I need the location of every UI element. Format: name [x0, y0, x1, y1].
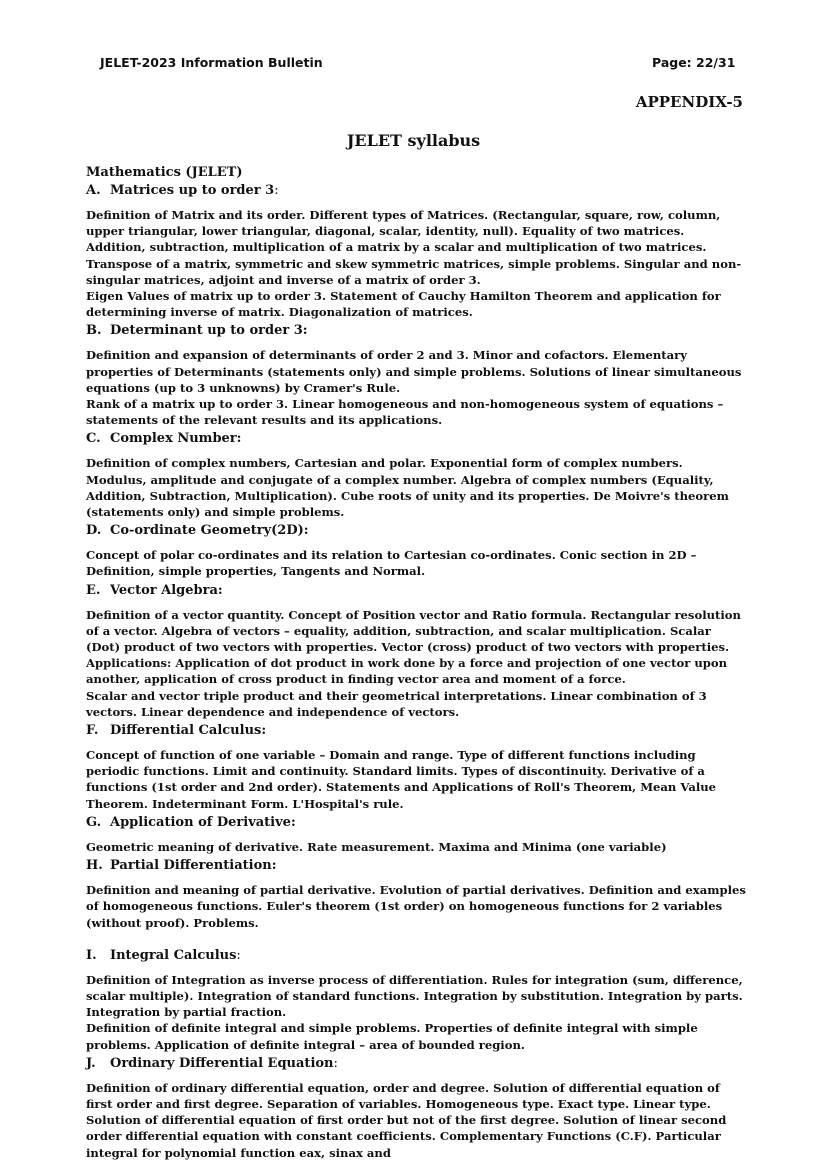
- section-paragraph: Eigen Values of matrix up to order 3. Statement of Cauchy Hamilton Theorem and application for determining inverse of matrix. Diagonalization of matrices.: [86, 289, 721, 320]
- appendix-label: APPENDIX-5: [635, 93, 743, 111]
- section-title: Integral Calculus: [110, 947, 237, 963]
- section-paragraph: Definition of definite integral and simple problems. Properties of definite integral with simple problems. Application of definite integral – area of bounded region.: [86, 1021, 698, 1052]
- section-colon: :: [333, 1055, 338, 1071]
- section-letter: G.: [86, 814, 102, 830]
- section-differential-calculus: [86, 722, 746, 812]
- section-letter: J.: [86, 1055, 96, 1071]
- section-letter: E.: [86, 582, 101, 598]
- section-determinant: [86, 322, 746, 428]
- section-heading: [86, 322, 746, 340]
- section-title: Partial Differentiation:: [110, 858, 277, 874]
- section-letter: C.: [86, 431, 101, 447]
- section-heading: [86, 947, 746, 965]
- bulletin-header: JELET-2023 Information Bulletin: [100, 55, 323, 70]
- section-letter: F.: [86, 723, 99, 739]
- section-paragraph: Definition and expansion of determinants of order 2 and 3. Minor and cofactors. Elementary properties of Determinants (statements only) and simple problems. Solutions of linear simultaneous equations (up to 3 unknowns) by Cramer's Rule.: [86, 348, 742, 395]
- section-title: Vector Algebra:: [110, 582, 223, 598]
- section-paragraph: Definition and meaning of partial derivative. Evolution of partial derivatives. Definition and examples of homogeneous functions. Euler's theorem (1st order) on homogeneous functions for 2 variables (without proof). Problems.: [86, 883, 746, 930]
- section-paragraph: Scalar and vector triple product and their geometrical interpretations. Linear combination of 3 vectors. Linear dependence and independence of vectors.: [86, 688, 707, 719]
- section-paragraph: Geometric meaning of derivative. Rate measurement. Maxima and Minima (one variable): [86, 839, 667, 854]
- section-matrices: [86, 182, 746, 320]
- section-heading: [86, 814, 746, 832]
- section-coordinate-geometry: [86, 522, 746, 579]
- section-title: Co-ordinate Geometry(2D):: [110, 523, 309, 539]
- section-heading: [86, 430, 746, 448]
- page-title: JELET syllabus: [346, 131, 481, 150]
- section-letter: B.: [86, 323, 102, 339]
- section-title: Determinant up to order 3:: [110, 323, 308, 339]
- section-paragraph: Rank of a matrix up to order 3. Linear homogeneous and non-homogeneous system of equations – statements of the relevant results and its applications.: [86, 397, 724, 428]
- section-application-of-derivative: [86, 814, 746, 855]
- section-paragraph: Definition of complex numbers, Cartesian and polar. Exponential form of complex numbers. Modulus, amplitude and conjugate of a complex number. Algebra of complex numbers (Equality, Addition, Subtraction, Multiplication). Cube roots of unity and its properties. De Moivre's theorem (statements only) and simple problems.: [86, 456, 729, 520]
- section-paragraph: Definition of Integration as inverse process of differentiation. Rules for integration (sum, difference, scalar multiple). Integration of standard functions. Integration by substitution. Integration by parts. Integration by partial fraction.: [86, 972, 743, 1020]
- section-paragraph: Definition of Matrix and its order. Different types of Matrices. (Rectangular, square, row, column, upper triangular, lower triangular, diagonal, scalar, identity, null). Equality of two matrices. Addition, subtraction, multiplication of a matrix by a scalar and multiplication of two matrices. Transpose of a matrix, symmetric and skew symmetric matrices, simple problems. Singular and non-singular matrices, adjoint and inverse of a matrix of order 3.: [86, 208, 742, 287]
- syllabus-content: [86, 164, 746, 1163]
- section-letter: H.: [86, 858, 103, 874]
- section-title: Matrices up to order 3: [110, 183, 275, 198]
- section-colon: :: [236, 947, 241, 963]
- page-number: Page: 22/31: [652, 55, 736, 70]
- section-paragraph: Definition of ordinary differential equation, order and degree. Solution of differential equation of first order and first degree. Separation of variables. Homogeneous type. Exact type. Linear type. Solution of differential equation of first order but not of the first degree. Solution of linear second order differential equation with constant coefficients. Complementary Functions (C.F). Particular integral for polynomial function eax, sinax and: [86, 1080, 727, 1160]
- subject-heading: Mathematics (JELET): [86, 165, 243, 180]
- section-paragraph: Definition of a vector quantity. Concept of Position vector and Ratio formula. Rectangular resolution of a vector. Algebra of vectors – equality, addition, subtraction, and scalar multiplication. Scalar (Dot) product of two vectors with properties. Vector (cross) product of two vectors with properties. Applications: Application of dot product in work done by a force and projection of one vector upon another, application of cross product in finding vector area and moment of a force.: [86, 607, 741, 687]
- section-paragraph: Concept of polar co-ordinates and its relation to Cartesian co-ordinates. Conic section in 2D – Definition, simple properties, Tangents and Normal.: [86, 548, 697, 579]
- section-title: Application of Derivative:: [110, 814, 296, 830]
- section-complex-number: [86, 430, 746, 520]
- section-heading: [86, 722, 746, 740]
- section-letter: I.: [86, 947, 97, 963]
- section-paragraph: Concept of function of one variable – Domain and range. Type of different functions including periodic functions. Limit and continuity. Standard limits. Types of discontinuity. Derivative of a functions (1st order and 2nd order). Statements and Applications of Roll's Theorem, Mean Value Theorem. Indeterminant Form. L'Hospital's rule.: [86, 748, 717, 811]
- section-vector-algebra: [86, 582, 746, 720]
- section-heading: [86, 582, 746, 600]
- section-heading: [86, 522, 746, 540]
- section-title: Differential Calculus:: [110, 723, 267, 739]
- section-ordinary-differential-equation: [86, 1055, 746, 1161]
- section-colon: :: [274, 183, 279, 198]
- section-partial-differentiation: [86, 857, 746, 931]
- section-title: Ordinary Differential Equation: [110, 1055, 334, 1071]
- section-heading: [86, 182, 746, 200]
- section-heading: [86, 857, 746, 875]
- section-letter: D.: [86, 523, 102, 539]
- section-integral-calculus: [86, 947, 746, 1053]
- section-heading: [86, 1055, 746, 1073]
- section-title: Complex Number:: [110, 431, 242, 447]
- section-letter: A.: [86, 183, 101, 198]
